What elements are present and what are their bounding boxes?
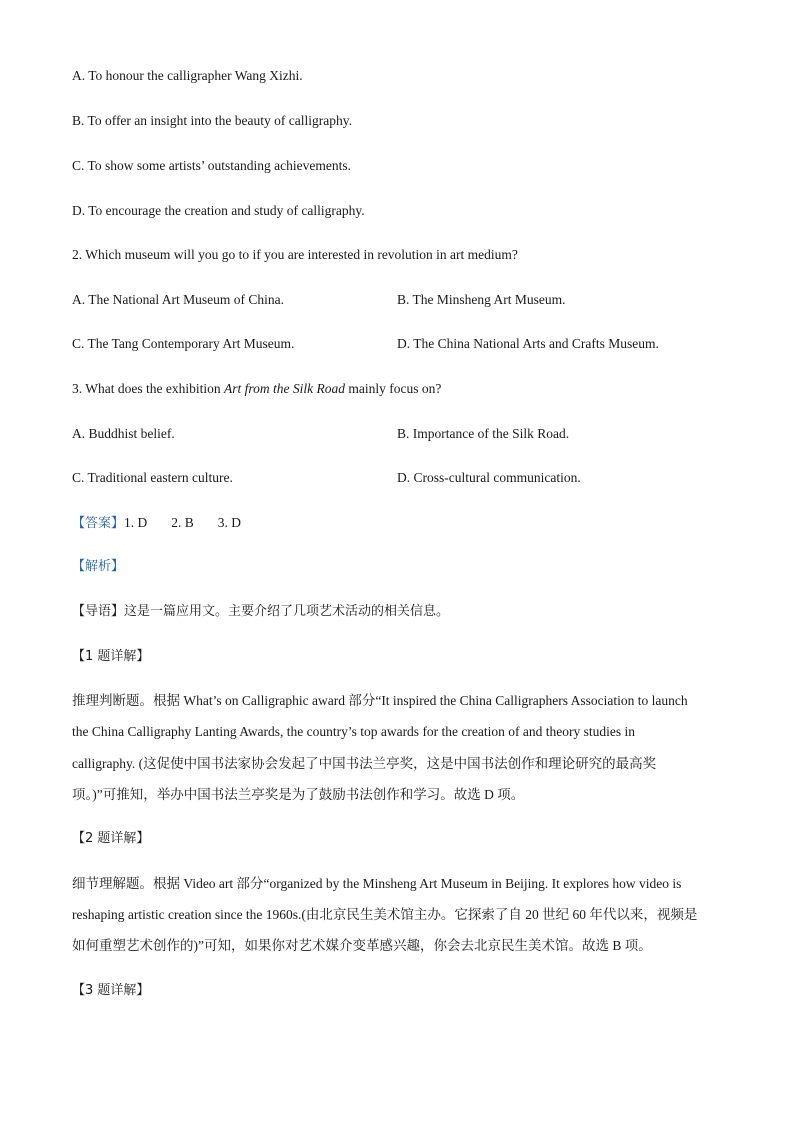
q3-stem-suffix: mainly focus on? xyxy=(344,381,442,396)
q3-stem xyxy=(72,380,441,398)
detail-2-line-3: 如何重塑艺术创作的)”可知，如果你对艺术媒介变革感兴趣，你会去北京民生美术馆。故选 B 项。 xyxy=(72,938,652,953)
detail-1-title: 【1 题详解】 xyxy=(72,649,150,664)
q1-option-b: B. To offer an insight into the beauty of calligraphy. xyxy=(72,113,352,128)
q2-option-c: C. The Tang Contemporary Art Museum. xyxy=(72,336,295,351)
q2-option-a: A. The National Art Museum of China. xyxy=(72,292,284,307)
detail-3-title: 【3 题详解】 xyxy=(72,983,150,998)
q3-stem-prefix: 3. What does the exhibition xyxy=(72,381,224,396)
answer-2: 2. B xyxy=(171,515,194,530)
answer-3: 3. D xyxy=(217,515,242,530)
detail-1-line-1: 推理判断题。根据 What’s on Calligraphic award 部分“It inspired the China Calligraphers Association to launch xyxy=(72,693,688,708)
detail-2-title: 【2 题详解】 xyxy=(72,831,150,846)
q1-option-d: D. To encourage the creation and study of calligraphy. xyxy=(72,203,365,218)
q3-option-b: B. Importance of the Silk Road. xyxy=(397,426,570,441)
detail-2-line-1: 细节理解题。根据 Video art 部分“organized by the Minsheng Art Museum in Beijing. It explores how video is xyxy=(72,876,682,891)
detail-1-line-3: calligraphy. (这促使中国书法家协会发起了中国书法兰亭奖，这是中国书法创作和理论研究的最高奖 xyxy=(72,756,657,771)
q1-option-c: C. To show some artists’ outstanding achievements. xyxy=(72,158,352,173)
analysis-intro: 【导语】这是一篇应用文。主要介绍了几项艺术活动的相关信息。 xyxy=(72,604,450,619)
q3-option-d: D. Cross-cultural communication. xyxy=(397,470,581,485)
q2-option-b: B. The Minsheng Art Museum. xyxy=(397,292,566,307)
answer-tag: 【答案】 xyxy=(72,516,125,531)
q3-option-c: C. Traditional eastern culture. xyxy=(72,470,233,485)
answer-1: 1. D xyxy=(124,515,148,530)
q1-option-a: A. To honour the calligrapher Wang Xizhi. xyxy=(72,68,303,83)
answer-line xyxy=(72,514,265,533)
q3-option-a: A. Buddhist belief. xyxy=(72,426,175,441)
detail-1-line-2: the China Calligraphy Lanting Awards, the country’s top awards for the creation of and theory studies in xyxy=(72,724,635,739)
q2-stem: 2. Which museum will you go to if you are interested in revolution in art medium? xyxy=(72,247,518,262)
q2-option-d: D. The China National Arts and Crafts Museum. xyxy=(397,336,659,351)
q3-stem-title: Art from the Silk Road xyxy=(223,381,345,396)
analysis-tag: 【解析】 xyxy=(72,559,125,574)
detail-2-line-2: reshaping artistic creation since the 1960s.(由北京民生美术馆主办。它探索了自 20 世纪 60 年代以来，视频是 xyxy=(72,907,698,922)
detail-1-line-4: 项。)”可推知，举办中国书法兰亭奖是为了鼓励书法创作和学习。故选 D 项。 xyxy=(72,787,525,802)
